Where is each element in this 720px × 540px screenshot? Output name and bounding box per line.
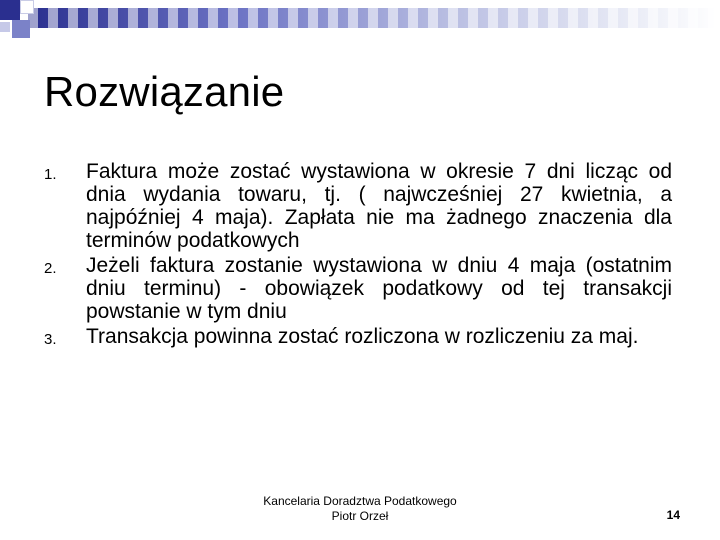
- list-text: Transakcja powinna zostać rozliczona w rozliczeniu za maj.: [86, 325, 639, 348]
- list-number: 1.: [44, 166, 57, 183]
- band-checker-pattern: [28, 8, 720, 28]
- list-text: Faktura może zostać wystawiona w okresie 7 dni licząc od dnia wydania towaru, tj. ( najwcześniej 27 kwietnia, a najpóźniej 4 maja). Zapłata nie ma żadnego znaczenia dla terminów podatkowych: [86, 160, 672, 252]
- decor-square-pale: [0, 22, 10, 32]
- list-item: [44, 325, 672, 348]
- footer-credit: [250, 494, 470, 524]
- decor-square-light: [20, 0, 34, 14]
- list-text: Jeżeli faktura zostanie wystawiona w dniu 4 maja (ostatnim dniu terminu) - obowiązek podatkowy od tej transakcji powstanie w tym dniu: [86, 254, 672, 323]
- list-number: 2.: [44, 260, 57, 277]
- decor-square-mid: [12, 20, 30, 38]
- list-number: 3.: [44, 331, 57, 348]
- page-number: 14: [666, 508, 680, 522]
- list-item: [44, 254, 672, 323]
- top-decoration: [0, 0, 720, 44]
- slide-title: Rozwiązanie: [44, 68, 285, 115]
- footer-author: Piotr Orzeł: [331, 509, 389, 523]
- decor-square-dark: [0, 0, 20, 20]
- numbered-list: [44, 160, 672, 350]
- list-item: [44, 160, 672, 252]
- footer-company: Kancelaria Doradztwa Podatkowego: [263, 494, 457, 508]
